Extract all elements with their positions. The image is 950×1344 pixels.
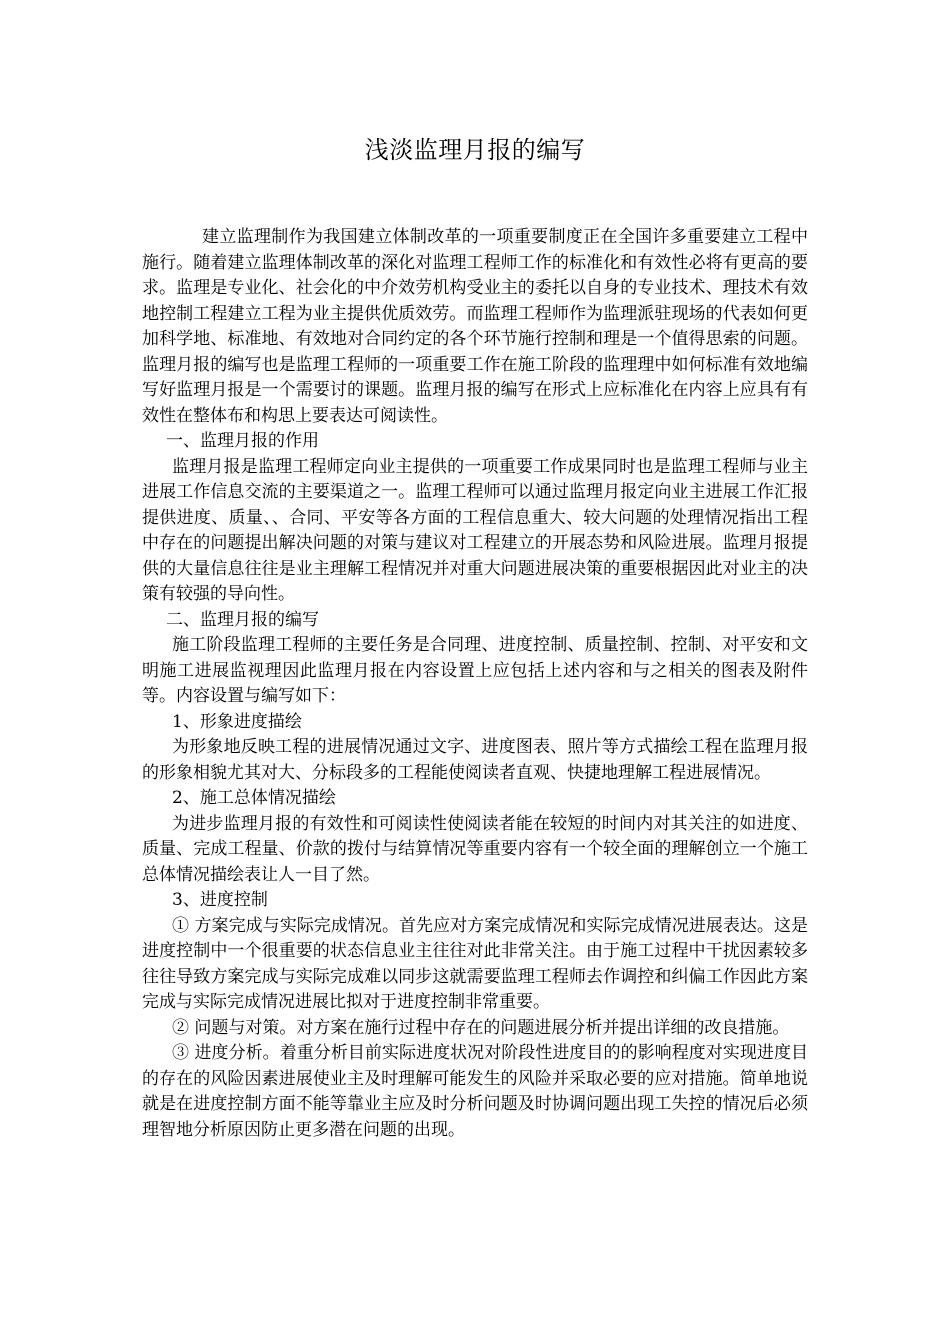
section-heading-writing: 二、监理月报的编写 [166, 609, 319, 630]
role-paragraph: 监理月报是监理工程师定向业主提供的一项重要工作成果同时也是监理工程师与业主进展工作信息交流的主要渠道之一。监理工程师可以通过监理月报定向业主进展工作汇报提供进度、质量、、合同、平安等各方面的工程信息重大、较大问题的处理情况指出工程中存在的问题提出解决问题的对策与建议对工程建立的开展态势和风险进展。监理月报提供的大量信息往往是业主理解工程情况并对重大问题进展决策的重要根据因此对业主的决策有较强的导向性。 [142, 456, 808, 604]
schedule-item-3: ③ 进度分析。着重分析目前实际进度状况对阶段性进度目的的影响程度对实现进度目的存在的风险因素进展使业主及时理解可能发生的风险并采取必要的应对措施。简单地说就是在进度控制方面不能等靠业主应及时分析问题及时协调问题出现工失控的情况后必须理智地分析原因防止更多潜在问题的出现。 [142, 1043, 808, 1140]
writing-paragraph: 施工阶段监理工程师的主要任务是合同理、进度控制、质量控制、控制、对平安和文明施工进展监视理因此监理月报在内容设置上应包括上述内容和与之相关的图表及附件等。内容设置与编写如下： [142, 635, 808, 706]
subsection-heading-progress-image: 1、形象进度描绘 [172, 711, 302, 732]
document-body [142, 225, 808, 1143]
subsection-heading-schedule-control: 3、进度控制 [172, 890, 268, 910]
schedule-item-2: ② 问题与对策。对方案在施行过程中存在的问题进展分析并提出详细的改良措施。 [172, 1017, 790, 1038]
section-heading-role: 一、监理月报的作用 [166, 431, 319, 451]
document-title: 浅淡监理月报的编写 [364, 136, 586, 164]
intro-paragraph: 建立监理制作为我国建立体制改革的一项重要制度正在全国许多重要建立工程中施行。随着建立监理体制改革的深化对监理工程师工作的标准化和有效性必将有更高的要求。监理是专业化、社会化的中介效劳机构受业主的委托以自身的专业技术、理技术有效地控制工程建立工程为业主提供优质效劳。而监理工程师作为监理派驻现场的代表如何更加科学地、标准地、有效地对合同约定的各个环节施行控制和理是一个值得思索的问题。监理月报的编写也是监理工程师的一项重要工作在施工阶段的监理理中如何标准有效地编写好监理月报是一个需要讨的课题。监理月报的编写在形式上应标准化在内容上应具有有效性在整体布和构思上要表达可阅读性。 [142, 227, 808, 426]
overall-paragraph: 为进步监理月报的有效性和可阅读性使阅读者能在较短的时间内对其关注的如进度、质量、完成工程量、价款的拨付与结算情况等重要内容有一个较全面的理解创立一个施工总体情况描绘表让人一目了然。 [142, 813, 808, 885]
progress-image-paragraph: 为形象地反映工程的进展情况通过文字、进度图表、照片等方式描绘工程在监理月报的形象相貌尤其对大、分标段多的工程能使阅读者直观、快捷地理解工程进展情况。 [142, 737, 808, 783]
subsection-heading-overall: 2、施工总体情况描绘 [172, 788, 336, 808]
schedule-item-1: ① 方案完成与实际完成情况。首先应对方案完成情况和实际完成情况进展表达。这是进度控制中一个很重要的状态信息业主往往对此非常关注。由于施工过程中干扰因素较多往往导致方案完成与实际完成难以同步这就需要监理工程师去作调控和纠偏工作因此方案完成与实际完成情况进展比拟对于进度控制非常重要。 [142, 915, 808, 1012]
